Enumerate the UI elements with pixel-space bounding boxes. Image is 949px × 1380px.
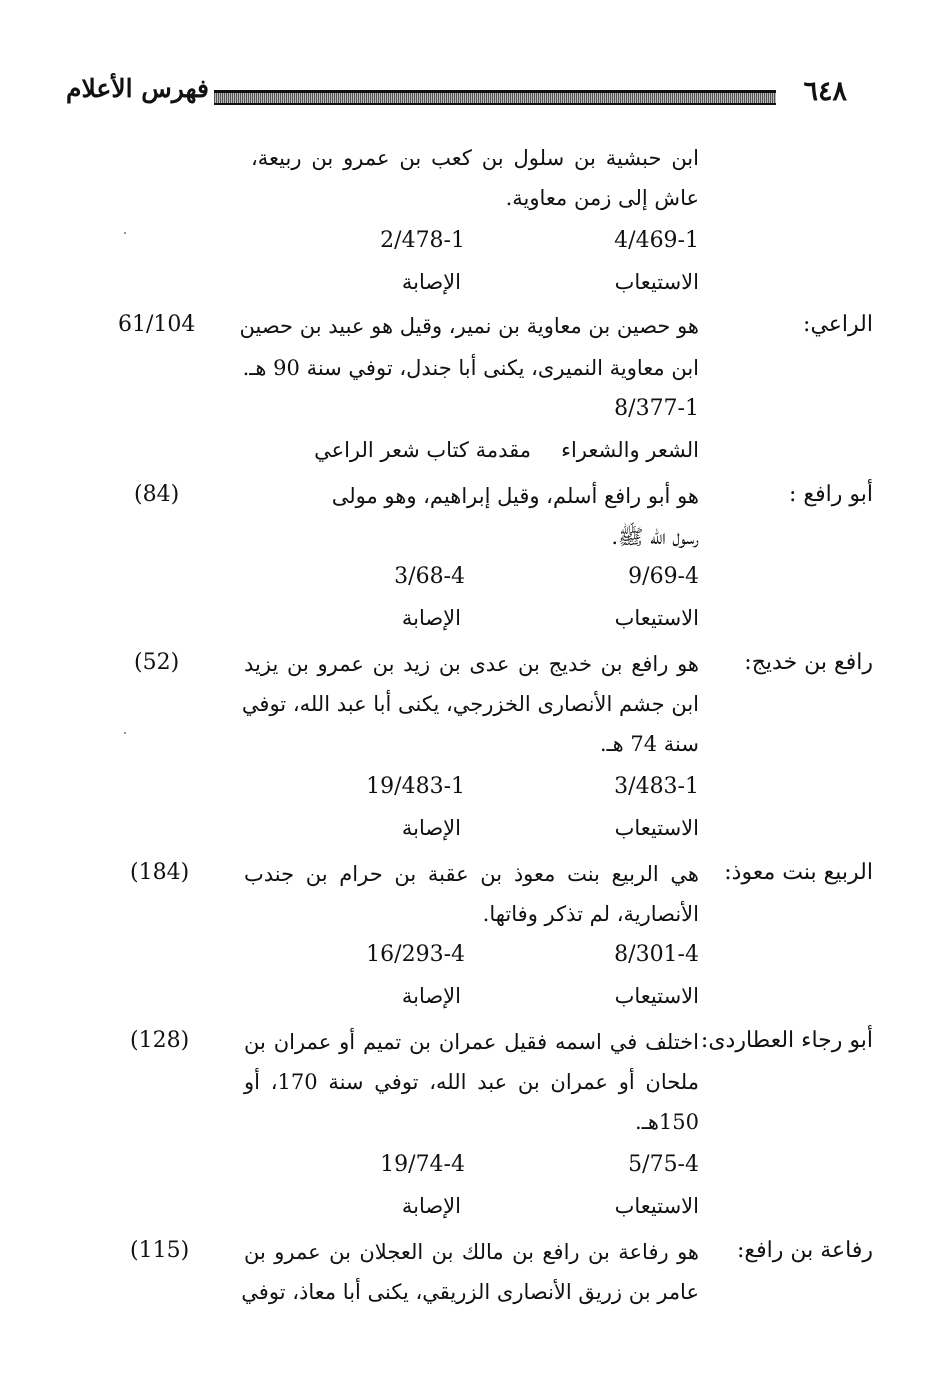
source-label: الاستيعاب <box>614 270 699 294</box>
header-rule <box>214 90 776 105</box>
entry-name: رافع بن خديج: <box>744 650 873 675</box>
source-label: الشعر والشعراء <box>561 438 699 462</box>
source-label: الإصابة <box>401 270 461 294</box>
source-label: الاستيعاب <box>614 606 699 630</box>
citation-ref: 2/478-1 <box>380 228 465 253</box>
text-line: عامر بن زريق الأنصارى الزريقي، يكنى أبا معاذ، توفي <box>241 1280 699 1304</box>
text-line: عاش إلى زمن معاوية. <box>505 186 699 210</box>
page-number: ٦٤٨ <box>803 76 847 107</box>
text-line: اختلف في اسمه فقيل عمران بن تميم أو عمران بن <box>244 1030 699 1054</box>
citation-ref: 3/483-1 <box>614 774 699 799</box>
source-label: مقدمة كتاب شعر الراعي <box>314 438 531 462</box>
entry-name: أبو رجاء العطاردى: <box>700 1028 873 1053</box>
text-line: هو رافع بن خديج بن عدى بن زيد بن عمرو بن يزيد <box>244 652 699 676</box>
text-line: رسول الله ﷺ. <box>611 525 699 549</box>
page-title: فهرس الأعلام <box>66 74 210 103</box>
text-line: سنة 74 هـ. <box>599 732 699 756</box>
citation-ref: 19/74-4 <box>380 1152 465 1177</box>
scan-speck <box>124 232 126 234</box>
entry-name: أبو رافع : <box>789 482 873 507</box>
text-line: ملحان أو عمران بن عبد الله، توفي سنة 170، أو <box>244 1070 699 1094</box>
text-line: الأنصارية، لم تذكر وفاتها. <box>482 902 699 926</box>
citation-ref: 9/69-4 <box>628 564 699 589</box>
citation-ref: 8/301-4 <box>614 942 699 967</box>
text-line: ابن معاوية النميرى، يكنى أبا جندل، توفي سنة 90 هـ. <box>242 356 699 380</box>
citation-ref: 8/377-1 <box>614 396 699 421</box>
text-line: هو أبو رافع أسلم، وقيل إبراهيم، وهو مولى <box>331 484 699 508</box>
text-line: 150هـ. <box>635 1110 699 1134</box>
source-label: الاستيعاب <box>614 984 699 1008</box>
citation-ref: 5/75-4 <box>628 1152 699 1177</box>
source-label: الاستيعاب <box>614 1194 699 1218</box>
citation-ref: 16/293-4 <box>366 942 465 967</box>
citation-ref: 3/68-4 <box>394 564 465 589</box>
entry-name: الربيع بنت معوذ: <box>724 860 873 885</box>
text-line: ابن حبشية بن سلول بن كعب بن عمرو بن ربيعة، <box>251 146 699 170</box>
entry-ref: 61/104 <box>118 312 196 337</box>
entry-ref: (128) <box>130 1028 190 1053</box>
entry-ref: (115) <box>130 1238 190 1263</box>
scan-speck <box>124 732 126 734</box>
entry-name: الراعي: <box>803 312 873 337</box>
source-label: الإصابة <box>401 606 461 630</box>
source-label: الإصابة <box>401 816 461 840</box>
citation-ref: 19/483-1 <box>366 774 465 799</box>
source-label: الإصابة <box>401 984 461 1008</box>
text-line: هو رفاعة بن رافع بن مالك بن العجلان بن عمرو بن <box>244 1240 699 1264</box>
citation-ref: 4/469-1 <box>614 228 699 253</box>
entry-ref: (184) <box>130 860 190 885</box>
text-line: هي الربيع بنت معوذ بن عقبة بن حرام بن جندب <box>244 862 699 886</box>
text-line: ابن جشم الأنصارى الخزرجي، يكنى أبا عبد الله، توفي <box>241 692 699 716</box>
text-line: هو حصين بن معاوية بن نمير، وقيل هو عبيد بن حصين <box>239 314 699 338</box>
entry-ref: (52) <box>134 650 180 675</box>
source-label: الإصابة <box>401 1194 461 1218</box>
source-label: الاستيعاب <box>614 816 699 840</box>
entry-ref: (84) <box>134 482 180 507</box>
entry-name: رفاعة بن رافع: <box>737 1238 873 1263</box>
